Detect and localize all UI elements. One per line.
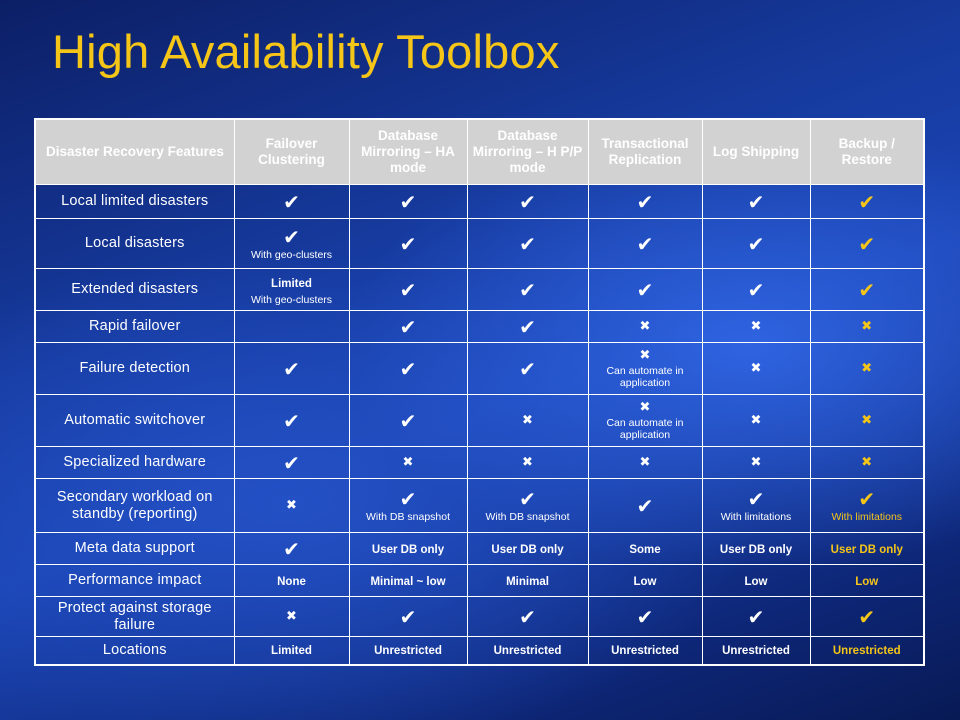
feature-label: Local disasters	[35, 219, 234, 269]
checkmark-icon: ✔	[399, 314, 417, 339]
table-cell	[349, 637, 467, 665]
table-cell	[467, 219, 588, 269]
table-row	[35, 565, 924, 597]
checkmark-icon: ✔	[519, 486, 536, 511]
cross-icon: ✖	[861, 454, 873, 470]
cell-value: Minimal	[506, 575, 549, 588]
cell-note: With limitations	[720, 510, 792, 523]
table-cell	[702, 185, 810, 219]
table-cell	[234, 533, 349, 565]
table-row	[35, 269, 924, 311]
table-cell	[467, 395, 588, 447]
table-body	[35, 185, 924, 665]
cell-value: User DB only	[491, 543, 564, 556]
checkmark-icon: ✔	[519, 231, 536, 256]
table-cell	[810, 533, 924, 565]
cell-value: Unrestricted	[374, 645, 442, 658]
cell-note: With DB snapshot	[485, 510, 570, 523]
checkmark-icon: ✔	[636, 493, 654, 518]
feature-label: Secondary workload on standby (reporting)	[35, 479, 234, 533]
feature-label: Rapid failover	[35, 311, 234, 343]
cell-value: Some	[629, 543, 661, 556]
feature-label: Automatic switchover	[35, 395, 234, 447]
table-row	[35, 395, 924, 447]
table-cell	[234, 219, 349, 269]
checkmark-icon: ✔	[636, 189, 654, 214]
checkmark-icon: ✔	[636, 231, 654, 256]
table-cell	[588, 185, 702, 219]
table-cell	[467, 343, 588, 395]
table-cell	[702, 565, 810, 597]
table-cell	[467, 597, 588, 637]
feature-label: Failure detection	[35, 343, 234, 395]
checkmark-icon: ✔	[747, 277, 765, 302]
table-cell	[810, 597, 924, 637]
cross-icon: ✖	[861, 318, 873, 334]
table-cell	[588, 311, 702, 343]
table-row	[35, 447, 924, 479]
table-cell	[702, 343, 810, 395]
header-backup-restore: Backup / Restore	[810, 119, 924, 185]
table-cell	[588, 533, 702, 565]
table-cell	[702, 395, 810, 447]
cell-value: Limited	[271, 277, 312, 290]
table-cell	[234, 637, 349, 665]
cell-value: Unrestricted	[832, 645, 901, 658]
table-cell	[234, 311, 349, 343]
table-cell	[588, 269, 702, 311]
checkmark-icon: ✔	[399, 231, 417, 256]
cell-note: With limitations	[831, 510, 903, 523]
feature-label: Extended disasters	[35, 269, 234, 311]
table-cell	[349, 597, 467, 637]
cell-value: Unrestricted	[493, 645, 562, 658]
cell-value: None	[277, 575, 306, 588]
table-cell	[810, 269, 924, 311]
cell-value: User DB only	[719, 543, 793, 556]
table-cell	[588, 637, 702, 665]
cross-icon: ✖	[639, 454, 651, 470]
table-cell	[467, 269, 588, 311]
table-cell	[467, 533, 588, 565]
cross-icon: ✖	[522, 412, 533, 428]
table-cell	[702, 637, 810, 665]
table-cell	[810, 185, 924, 219]
checkmark-icon: ✔	[519, 604, 536, 629]
feature-label: Locations	[35, 637, 234, 665]
table-cell	[234, 565, 349, 597]
table-cell	[810, 479, 924, 533]
table-cell	[234, 343, 349, 395]
checkmark-icon: ✔	[858, 231, 876, 256]
cell-value: Unrestricted	[611, 645, 679, 658]
table-row	[35, 533, 924, 565]
cell-note: Can automate in application	[606, 364, 684, 389]
checkmark-icon: ✔	[747, 231, 765, 256]
table-cell	[702, 533, 810, 565]
table-row	[35, 479, 924, 533]
cross-icon: ✖	[750, 360, 762, 376]
checkmark-icon: ✔	[399, 189, 417, 214]
checkmark-icon: ✔	[283, 224, 300, 249]
feature-comparison-table	[34, 118, 925, 666]
table-cell	[234, 597, 349, 637]
table-cell	[234, 479, 349, 533]
cross-icon: ✖	[639, 318, 651, 334]
cross-icon: ✖	[402, 454, 414, 470]
table-cell	[349, 311, 467, 343]
checkmark-icon: ✔	[519, 314, 536, 339]
table-cell	[234, 395, 349, 447]
table-cell	[588, 479, 702, 533]
checkmark-icon: ✔	[399, 604, 417, 629]
table-cell	[702, 447, 810, 479]
table-cell	[349, 447, 467, 479]
checkmark-icon: ✔	[399, 486, 417, 511]
table-row	[35, 343, 924, 395]
table-cell	[702, 311, 810, 343]
table-cell	[234, 447, 349, 479]
slide-title: High Availability Toolbox	[52, 25, 560, 78]
table-cell	[467, 311, 588, 343]
cell-value: Low	[855, 575, 879, 588]
checkmark-icon: ✔	[858, 277, 876, 302]
cell-value: Low	[633, 575, 657, 588]
cell-value: Unrestricted	[722, 645, 790, 658]
header-mirroring-ha: Database Mirroring – HA mode	[349, 119, 467, 185]
checkmark-icon: ✔	[283, 408, 300, 433]
table-row	[35, 637, 924, 665]
table-cell	[810, 219, 924, 269]
checkmark-icon: ✔	[283, 536, 300, 561]
cross-icon: ✖	[750, 412, 762, 428]
table-row	[35, 597, 924, 637]
checkmark-icon: ✔	[858, 189, 876, 214]
cross-icon: ✖	[861, 412, 873, 428]
table-header-row	[35, 119, 924, 185]
cell-value: Low	[744, 575, 768, 588]
table-cell	[349, 565, 467, 597]
cross-icon: ✖	[861, 360, 873, 376]
table-cell	[467, 185, 588, 219]
table-cell	[702, 597, 810, 637]
cross-icon: ✖	[286, 608, 297, 624]
table-row	[35, 185, 924, 219]
table-row	[35, 311, 924, 343]
checkmark-icon: ✔	[283, 356, 300, 381]
feature-label: Specialized hardware	[35, 447, 234, 479]
table-cell	[588, 565, 702, 597]
cell-value: Limited	[271, 645, 312, 658]
header-failover-clustering: Failover Clustering	[234, 119, 349, 185]
cell-note: Can automate in application	[606, 416, 684, 441]
table-cell	[588, 343, 702, 395]
table-cell	[702, 479, 810, 533]
table-cell	[467, 565, 588, 597]
checkmark-icon: ✔	[858, 604, 876, 629]
cell-value: User DB only	[830, 543, 903, 556]
table-cell	[234, 269, 349, 311]
table-cell	[702, 269, 810, 311]
table-cell	[810, 447, 924, 479]
table-cell	[349, 533, 467, 565]
checkmark-icon: ✔	[747, 486, 765, 511]
table-row	[35, 219, 924, 269]
header-mirroring-hpp: Database Mirroring – H P/P mode	[467, 119, 588, 185]
cell-note: With geo-clusters	[250, 293, 333, 306]
checkmark-icon: ✔	[399, 356, 417, 381]
table-cell	[810, 311, 924, 343]
table-cell	[467, 447, 588, 479]
checkmark-icon: ✔	[283, 189, 300, 214]
table-cell	[349, 343, 467, 395]
table-cell	[349, 219, 467, 269]
checkmark-icon: ✔	[519, 356, 536, 381]
checkmark-icon: ✔	[636, 277, 654, 302]
cross-icon: ✖	[286, 497, 297, 513]
cross-icon: ✖	[750, 318, 762, 334]
table-cell	[588, 219, 702, 269]
table-cell	[349, 479, 467, 533]
header-log-shipping: Log Shipping	[702, 119, 810, 185]
table-cell	[349, 185, 467, 219]
cell-value: User DB only	[371, 543, 445, 556]
table-cell	[810, 565, 924, 597]
checkmark-icon: ✔	[747, 189, 765, 214]
checkmark-icon: ✔	[519, 189, 536, 214]
feature-label: Performance impact	[35, 565, 234, 597]
checkmark-icon: ✔	[636, 604, 654, 629]
checkmark-icon: ✔	[747, 604, 765, 629]
cross-icon: ✖	[639, 399, 651, 415]
table-cell	[810, 637, 924, 665]
cross-icon: ✖	[639, 347, 651, 363]
table-cell	[702, 219, 810, 269]
header-features: Disaster Recovery Features	[35, 119, 234, 185]
table-cell	[467, 637, 588, 665]
feature-label: Local limited disasters	[35, 185, 234, 219]
cross-icon: ✖	[750, 454, 762, 470]
table-cell	[588, 597, 702, 637]
table-cell	[467, 479, 588, 533]
cell-note: With DB snapshot	[365, 510, 451, 523]
cross-icon: ✖	[522, 454, 533, 470]
table-cell	[810, 343, 924, 395]
checkmark-icon: ✔	[519, 277, 536, 302]
checkmark-icon: ✔	[399, 408, 417, 433]
table-cell	[588, 395, 702, 447]
checkmark-icon: ✔	[399, 277, 417, 302]
table-cell	[349, 395, 467, 447]
table-cell	[810, 395, 924, 447]
table-cell	[234, 185, 349, 219]
table-cell	[349, 269, 467, 311]
feature-label: Meta data support	[35, 533, 234, 565]
cell-value: Minimal ~ low	[370, 575, 446, 588]
table-cell	[588, 447, 702, 479]
feature-label: Protect against storage failure	[35, 597, 234, 637]
cell-note: With geo-clusters	[250, 248, 333, 261]
checkmark-icon: ✔	[283, 450, 300, 475]
checkmark-icon: ✔	[858, 486, 876, 511]
header-transactional-replication: Transactional Replication	[588, 119, 702, 185]
